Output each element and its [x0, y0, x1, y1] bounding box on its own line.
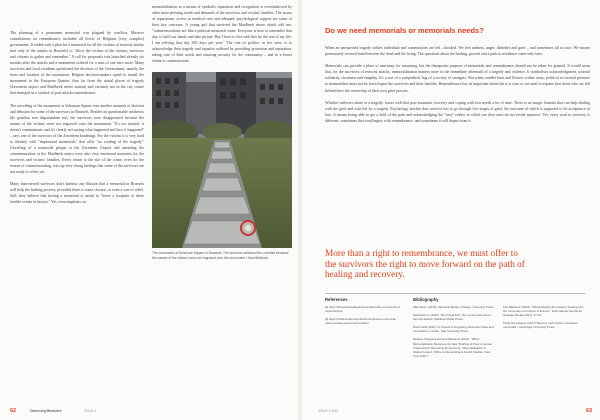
bibliography-item: Allar Dean. (2016). Memorial Mania. Chicago: University Press.	[413, 305, 495, 309]
paragraph: The planning of a permanent memorial was plagued by conflicts. Massive consultations on remembrance included all levels of Belgium (very complex) government. It ended with a plan for a memorial for all the victims of terrorist attacks (not only of the attacks in Brussels) to "allow the victims of the victims, survivors and citizens to gather and remember." A call for proposals was launched already six months after the attacks and a monument ordered for a sum of one euro more. Many survivors and local residents questioned the decision of the Government, namely the form and location of the monument. Belgian decision-makers opted to install the monument in the European Quarter, thus far from the actual places of tragedy (Zaventem airport and Maelbeek metro station) and certainly not in the city centre that emerged as a symbol of post-attacks remembrance.	[10, 31, 144, 96]
bibliography-item: Ana Milošević (2019). "Remembering the present: Dealing with the memories of terrorism in Europe." International Journal for Heritage Studies 20(1): 17-18.	[503, 305, 584, 318]
bibliography-item: Setrkevich a. (2016). 'Don't deal that'. The social response to terrorist attacks. Maldives Public Press.	[413, 313, 491, 322]
bibliography-list-1	[413, 305, 495, 362]
paragraph: The unveiling of the monument at Schuman Square was another moment of division and delusion for some of the survivors in Brussels. Besides its questionable aesthetics (de gustibus non disputandum est), the survivors were disappointed because the names of the victims were not engraved onto the monument. "It's too neutral, it doesn't communicate and it's clearly not saying what happened and how it happened" – says one of the survivors of the Zaventem bombings. For the victims it is very hard to identify with "impersonal memorials" that offer "no reading of the tragedy." Unveiling of a memorial plaque at the Zaventem Airport and attending the commemoration at the Maelbeek metro were also very emotional moments for the survivors and victims' families. Every return to the site of the crime, even for the reason of commemorating, stirs up very strong feelings that some of the survivors are not ready to relive yet.	[10, 103, 144, 175]
page-number-left: 62	[10, 408, 17, 414]
divider	[325, 293, 585, 294]
bibliography-heading: Bibliography	[413, 297, 439, 302]
running-head-left: Observing Memories	[30, 409, 62, 413]
section-title: Do we need memorials or memorials needs?	[325, 26, 484, 35]
right-body	[325, 45, 590, 130]
paragraph: When an unexpected tragedy strikes individual and communities are left –shocked. We feel sadness, anger, disbelief and grief – and sometimes all at once. We mourn prematurely severed bond between the dead and the living. The questions about the healing, growth and a path to resilience come only later.	[325, 46, 590, 57]
paragraph: Many interviewed survivors don't harbour any illusion that a memorial in Brussels will help the healing process, provided there is some closure, or even a sort of relief. Still, they believe that having a memorial is useful to "leave a footprint of these terrible events in history." Yet, even emphasis on	[10, 182, 144, 205]
paragraph: Memorials can provide a place of sanctuary for mourning, but the therapeutic purpose of memorials and remembrance should not be taken for granted. It would seem that, for the survivors of terrorist attacks, memorialisation matters more in the immediate aftermath of a tragedy and violence. It symbolises acknowledgment, societal solidarity, closeness and empathy. It's a sort of a sympathetic hug of a society of strangers. But when candles burn and flowers wither away, political or societal pressure to memorialise must not be forced upon the survivors and their families. Remembrance has its important limits but it is wise to see until it requires that those who are left behind have the ownership of their own grief process.	[325, 64, 590, 93]
page-number-right: 63	[586, 408, 593, 414]
left-column-2	[152, 4, 292, 70]
references-heading: References	[325, 297, 348, 302]
pull-quote: More than a right to remembrance, we must offer to the survivors the right to move forward on the path of healing and recovery.	[325, 249, 525, 280]
reference-item: [2] https://rudbrussels.be/pubs/remembrance-memorial-notice-private-government-citation	[325, 317, 397, 326]
reference-item: [1] https://brusselsmaelbeekmemorial.be/the-monument-of-remembrance	[325, 305, 401, 314]
photo-caption: The monument at Schuman Square in Brussels: The survivors criticised the unveiled because the names of the victims were not engraved onto the monument / Ana Milošević	[152, 251, 289, 260]
memorial-photo	[152, 72, 292, 248]
running-issue-left: ISSUE 4	[84, 409, 97, 413]
left-column-1	[10, 30, 144, 211]
bibliography-item: David Neill (2016). In Pursuit of Forgetting Historical Views and Innovations. London: Yale University Press.	[413, 325, 494, 334]
running-head-right: ISSUE 4 2019	[318, 409, 339, 413]
paragraph: Whether sufferers alone or a tragedy, losses well that post-traumatic recovery and coping with loss needs a lot of time. There is no magic formula that can help dealing with the grief and wait left by a tragedy. Psychology teaches that survivor has to go through five stages of grief, the outcome of which is supposed to be acceptance of loss. It means being able to get a hold of the pain and acknowledging the "new" reality in which our dear ones do not reside anymore. Yet, every road to recovery is different: sometimes that road begins with remembrance, and sometimes it will depart from it.	[325, 100, 590, 123]
bibliography-item: Trisel Hui swipeen (2017) 'Memory and Justice: Contested memorials'. Cambridge University Press.	[503, 321, 578, 330]
paragraph: memorialisation as a means of symbolic reparation and recognition is overshadowed by other more pressing needs and demands of the survivors and victims' families. The issues of reparations, access to medical care and adequate psychological support are some of their key concerns. A young girl that survived the Maelbeek metro attack told me, "commemorations are like a political memorial stone. Everyone is here to remember that day, to hold our hands and take picture. But I have to live with this by the rest of my life. I am reliving that day 365 days per year." The role of politics, in her view, is to acknowledge their tragedy and injustice suffered by providing protection and reparation, taking care of their needs and ensuring security for the community – and to a lesser extent to commemorate.	[152, 5, 292, 64]
references-list	[325, 305, 403, 329]
bibliography-item: Referee Tsaugura and Ana Milošević (2016). "When Memorialisation Becomes the New 'Drafting of Post in Human Trajectories?' Recording Monuments." Memorialisation in Global Context. Office to Memorial and Jewish Studies. New York 2016 7.	[413, 337, 492, 358]
bibliography-list-2	[503, 305, 585, 333]
